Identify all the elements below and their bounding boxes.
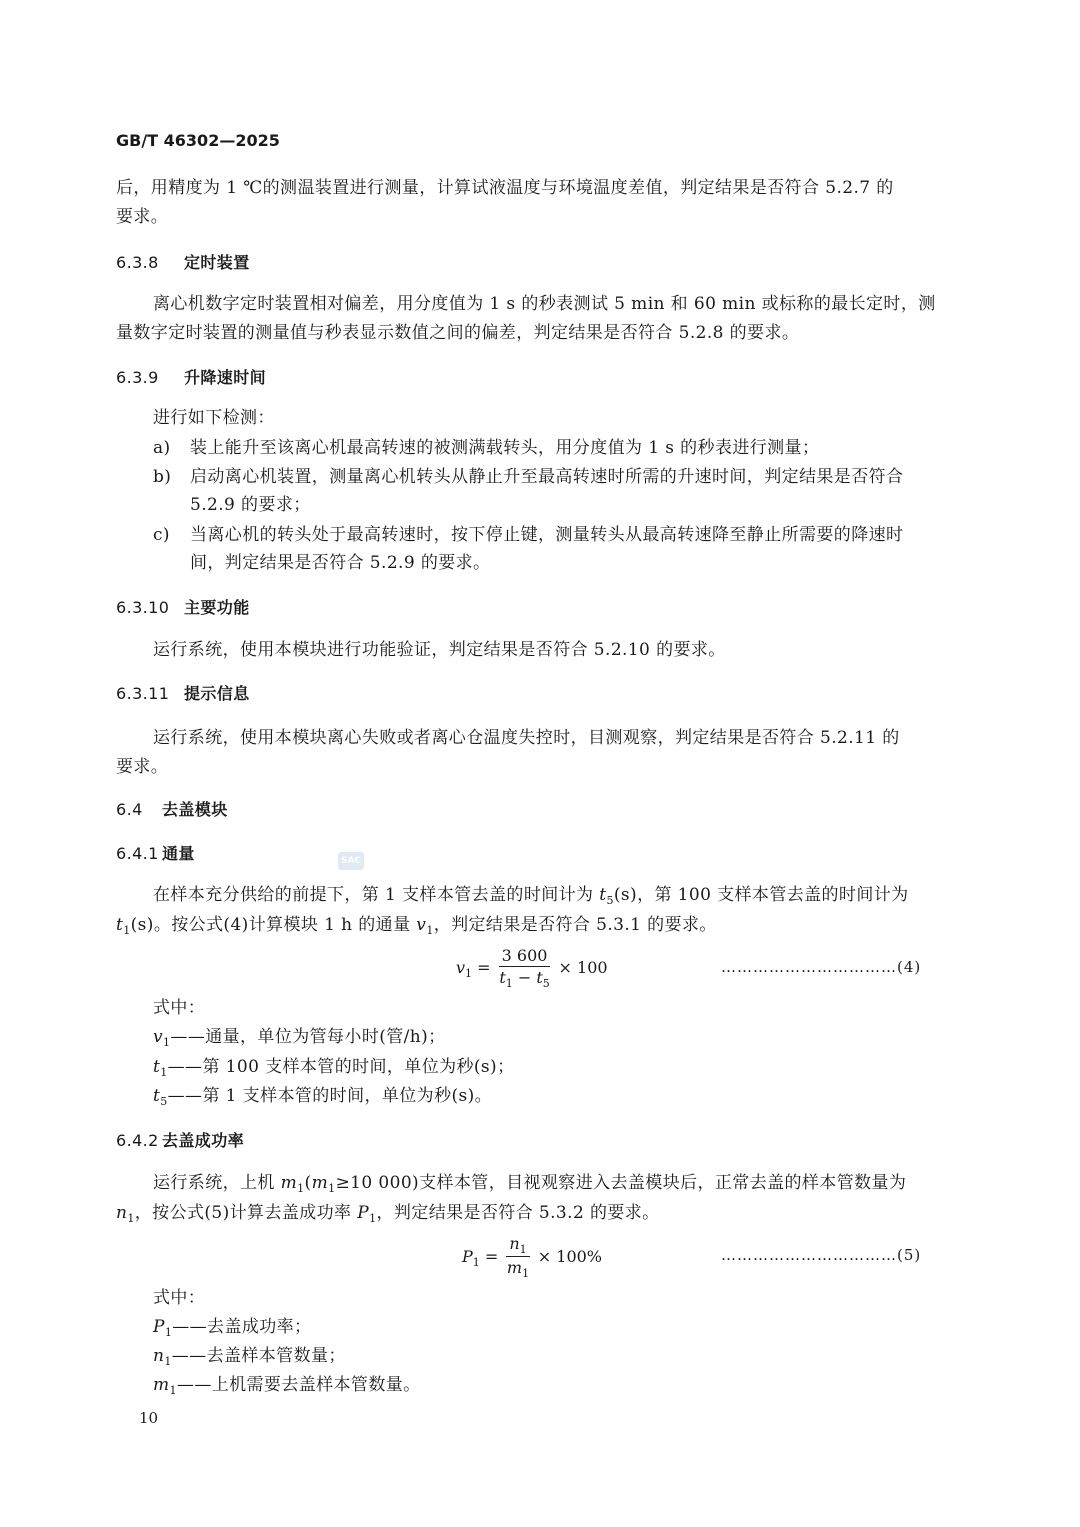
numerator: 3 600 bbox=[499, 947, 551, 967]
section-number: 6.3.11 bbox=[116, 684, 170, 703]
text-run: 运行系统，上机 bbox=[153, 1173, 281, 1193]
definition-line bbox=[153, 1374, 421, 1398]
numerator bbox=[506, 1235, 529, 1257]
symbol: n bbox=[116, 1203, 128, 1223]
section-title: 定时装置 bbox=[184, 253, 250, 272]
paragraph-line bbox=[153, 884, 909, 908]
list-item-b bbox=[153, 466, 903, 488]
formula-5 bbox=[462, 1235, 602, 1280]
symbol: t bbox=[499, 968, 506, 987]
text-run: ( bbox=[304, 1173, 312, 1193]
definition-line bbox=[153, 1056, 514, 1080]
definition-text: ——去盖成功率； bbox=[172, 1317, 312, 1337]
definition-text: ——上机需要去盖样本管数量。 bbox=[176, 1375, 421, 1395]
section-heading-6-3-9 bbox=[116, 367, 266, 389]
subscript: 1 bbox=[169, 1384, 177, 1397]
subscript: 1 bbox=[163, 1036, 171, 1049]
document-number: GB/T 46302—2025 bbox=[116, 131, 280, 150]
paragraph-line bbox=[116, 1202, 660, 1226]
symbol: m bbox=[280, 1173, 298, 1193]
fraction bbox=[499, 947, 551, 990]
definition-text: ——第 1 支样本管的时间，单位为秒(s)。 bbox=[167, 1086, 493, 1106]
section-number: 6.3.10 bbox=[116, 598, 170, 617]
list-text-continuation: 5.2.9 的要求； bbox=[190, 495, 311, 515]
definition-line bbox=[153, 1085, 492, 1109]
symbol: m bbox=[506, 1258, 523, 1277]
subscript: 5 bbox=[160, 1095, 168, 1108]
section-number: 6.4 bbox=[116, 800, 143, 819]
section-number: 6.3.8 bbox=[116, 253, 159, 272]
subscript: 1 bbox=[164, 1326, 173, 1339]
section-heading-6-4-2 bbox=[116, 1130, 244, 1152]
symbol: t bbox=[536, 968, 543, 987]
equals-sign: = bbox=[484, 1247, 499, 1266]
list-item-c bbox=[153, 524, 903, 546]
subscript: 1 bbox=[369, 1212, 377, 1225]
section-title: 去盖模块 bbox=[162, 800, 228, 819]
paragraph-line: 运行系统，使用本模块进行功能验证，判定结果是否符合 5.2.10 的要求。 bbox=[153, 640, 726, 660]
section-number: 6.4.1 bbox=[116, 844, 159, 863]
denominator bbox=[499, 967, 551, 990]
symbol: P bbox=[153, 1317, 165, 1337]
text-run: ，判定结果是否符合 5.3.1 的要求。 bbox=[433, 915, 717, 935]
section-heading-6-3-10 bbox=[116, 597, 250, 619]
section-title: 通量 bbox=[162, 844, 195, 863]
symbol: m bbox=[311, 1173, 329, 1193]
formula-4 bbox=[456, 947, 608, 990]
text-run: ≥10 000)支样本管，目视观察进入去盖模块后，正常去盖的样本管数量为 bbox=[335, 1173, 907, 1193]
definition-line bbox=[153, 1345, 346, 1369]
subscript: 1 bbox=[472, 1256, 480, 1269]
paragraph-line bbox=[116, 914, 717, 938]
symbol: t bbox=[116, 915, 124, 935]
section-heading-6-4-1 bbox=[116, 843, 195, 865]
subscript: 1 bbox=[426, 924, 434, 937]
definition-text: ——第 100 支样本管的时间，单位为秒(s)； bbox=[167, 1057, 515, 1077]
list-item-a bbox=[153, 437, 819, 459]
equals-sign: = bbox=[477, 958, 491, 977]
list-text-continuation: 间，判定结果是否符合 5.2.9 的要求。 bbox=[190, 553, 491, 573]
formula-number: ……………………………(5) bbox=[721, 1246, 922, 1264]
section-heading-6-3-8 bbox=[116, 252, 250, 274]
list-text: 启动离心机装置，测量离心机转头从静止升至最高转速时所需的升速时间，判定结果是否符合 bbox=[190, 467, 904, 487]
section-title: 去盖成功率 bbox=[162, 1131, 245, 1150]
minus-sign: − bbox=[517, 968, 532, 987]
list-label: b) bbox=[153, 467, 172, 487]
symbol: t bbox=[599, 885, 607, 905]
subscript: 1 bbox=[465, 967, 473, 980]
text-run: (s)，第 100 支样本管去盖的时间计为 bbox=[613, 885, 909, 905]
subscript: 1 bbox=[519, 1243, 527, 1256]
subscript: 1 bbox=[164, 1355, 172, 1368]
paragraph-line: 运行系统，使用本模块离心失败或者离心仓温度失控时，目测观察，判定结果是否符合 5.2.11 的 bbox=[153, 728, 900, 748]
list-label: c) bbox=[153, 525, 170, 545]
formula-lhs: v bbox=[456, 958, 466, 977]
symbol: v bbox=[416, 915, 427, 935]
text-run: ，按公式(5)计算去盖成功率 bbox=[134, 1203, 358, 1223]
section-title: 提示信息 bbox=[184, 684, 250, 703]
page-number: 10 bbox=[139, 1409, 159, 1427]
paragraph-line: 量数字定时装置的测量值与秒表显示数值之间的偏差，判定结果是否符合 5.2.8 的要求。 bbox=[116, 323, 800, 343]
denominator bbox=[506, 1257, 529, 1280]
symbol: t bbox=[153, 1057, 161, 1077]
text-run: (s)。按公式(4)计算模块 1 h 的通量 bbox=[130, 915, 417, 935]
list-label: a) bbox=[153, 438, 171, 458]
paragraph-line: 要求。 bbox=[116, 207, 169, 227]
paragraph-line bbox=[153, 1172, 906, 1196]
where-label: 式中： bbox=[153, 998, 206, 1018]
subscript: 5 bbox=[542, 977, 550, 990]
paragraph-line: 后，用精度为 1 ℃的测温装置进行测量，计算试液温度与环境温度差值，判定结果是否符合 5.2.7 的 bbox=[116, 178, 894, 198]
symbol: n bbox=[153, 1346, 165, 1366]
sac-watermark: SAC bbox=[338, 852, 364, 870]
formula-lhs: P bbox=[462, 1247, 473, 1266]
text-run: 在样本充分供给的前提下，第 1 支样本管去盖的时间计为 bbox=[153, 885, 600, 905]
list-text: 当离心机的转头处于最高转速时，按下停止键，测量转头从最高转速降至静止所需要的降速时 bbox=[190, 525, 904, 545]
subscript: 1 bbox=[328, 1182, 336, 1195]
where-label: 式中： bbox=[153, 1288, 206, 1308]
definition-text: ——去盖样本管数量； bbox=[171, 1346, 346, 1366]
subscript: 1 bbox=[297, 1182, 305, 1195]
multiplier: × 100% bbox=[537, 1247, 602, 1266]
section-heading-6-4 bbox=[116, 799, 228, 821]
section-title: 升降速时间 bbox=[184, 368, 267, 387]
paragraph-line: 离心机数字定时装置相对偏差，用分度值为 1 s 的秒表测试 5 min 和 60 min 或标称的最长定时，测 bbox=[153, 294, 936, 314]
subscript: 1 bbox=[160, 1066, 168, 1079]
text-run: ，判定结果是否符合 5.3.2 的要求。 bbox=[376, 1203, 660, 1223]
list-text: 装上能升至该离心机最高转速的被测满载转头，用分度值为 1 s 的秒表进行测量； bbox=[190, 438, 820, 458]
subscript: 1 bbox=[505, 977, 513, 990]
symbol: m bbox=[153, 1375, 170, 1395]
paragraph-line: 进行如下检测： bbox=[153, 408, 275, 428]
definition-line bbox=[153, 1026, 446, 1050]
formula-number: ……………………………(4) bbox=[721, 958, 922, 976]
section-title: 主要功能 bbox=[184, 598, 250, 617]
definition-text: ——通量，单位为管每小时(管/h)； bbox=[170, 1027, 446, 1047]
subscript: 1 bbox=[123, 924, 131, 937]
paragraph-line: 要求。 bbox=[116, 757, 169, 777]
section-number: 6.3.9 bbox=[116, 368, 159, 387]
symbol: n bbox=[509, 1234, 520, 1253]
subscript: 5 bbox=[606, 894, 614, 907]
section-heading-6-3-11 bbox=[116, 683, 250, 705]
subscript: 1 bbox=[522, 1267, 530, 1280]
definition-line bbox=[153, 1316, 311, 1340]
multiplier: × 100 bbox=[558, 958, 608, 977]
section-number: 6.4.2 bbox=[116, 1131, 159, 1150]
symbol: t bbox=[153, 1086, 161, 1106]
fraction bbox=[506, 1235, 529, 1280]
symbol: v bbox=[153, 1027, 164, 1047]
subscript: 1 bbox=[127, 1212, 135, 1225]
symbol: P bbox=[357, 1203, 370, 1223]
